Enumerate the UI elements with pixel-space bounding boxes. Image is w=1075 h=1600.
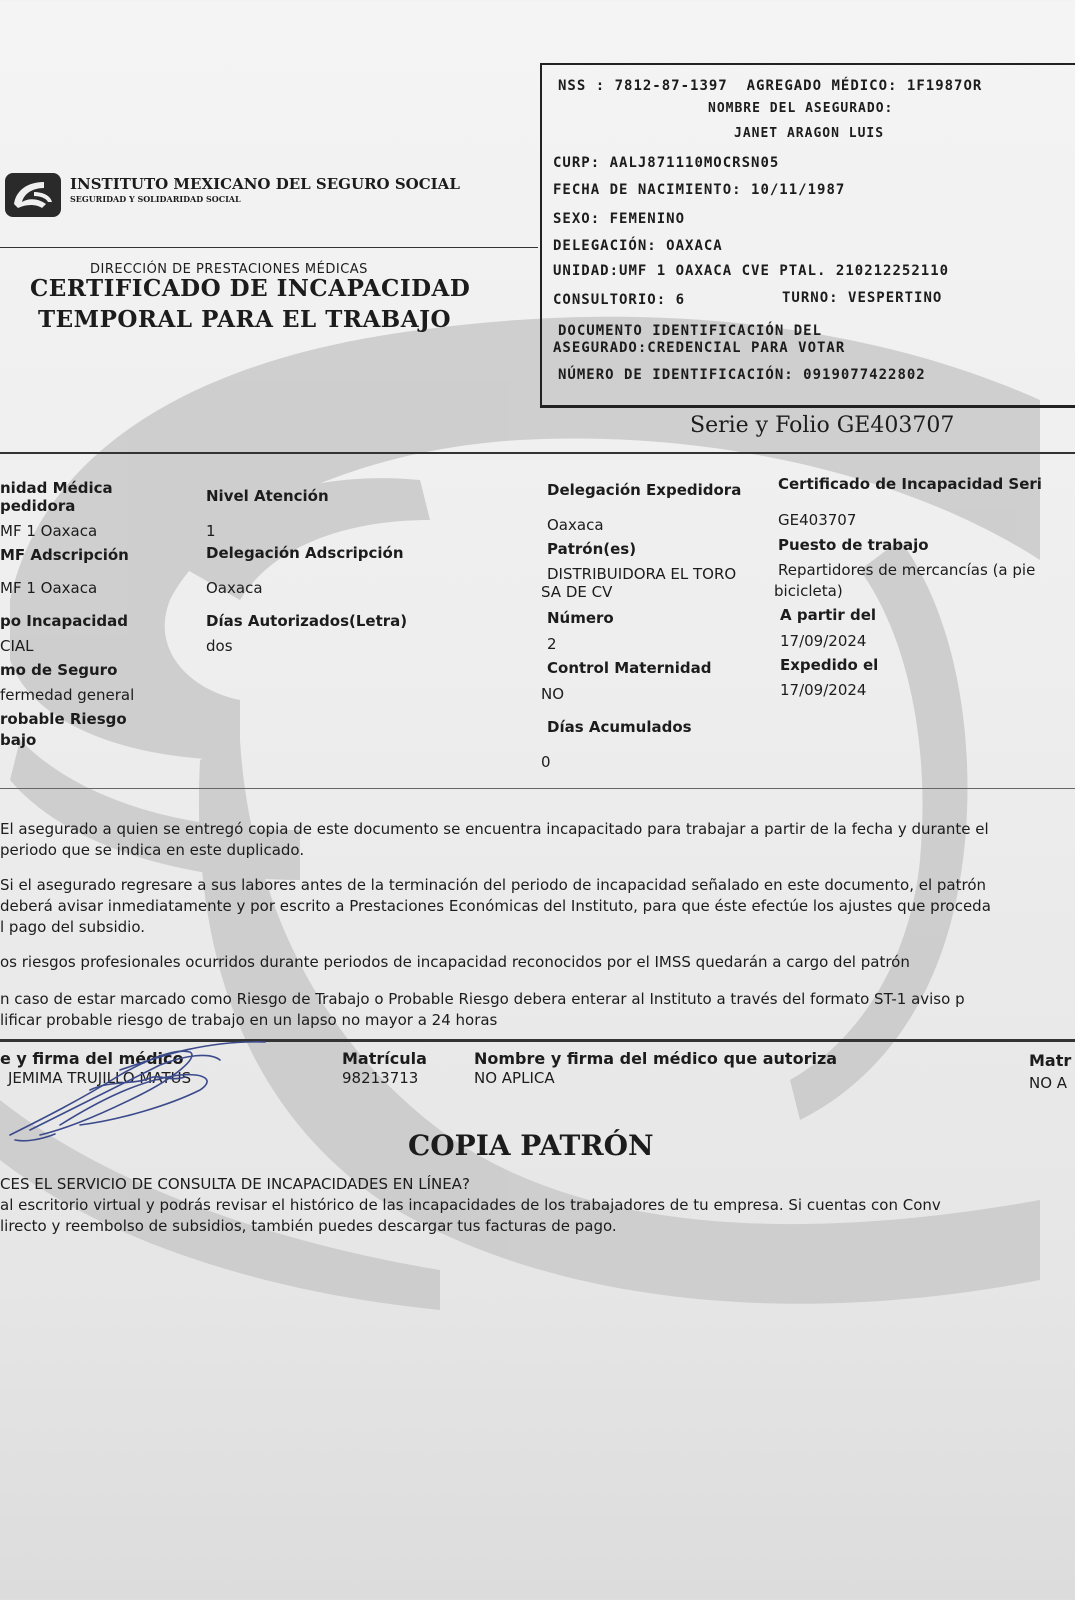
notice-paragraph-4-line-1: n caso de estar marcado como Riesgo de Trabajo o Probable Riesgo debera enterar al Instituto a través del formato ST-1 aviso p — [0, 990, 965, 1008]
imss-logo-icon — [4, 172, 62, 218]
consulta-line-2: lirecto y reembolso de subsidios, también puedes descargar tus facturas de pago. — [0, 1217, 617, 1235]
institute-subtitle: SEGURIDAD Y SOLIDARIDAD SOCIAL — [70, 194, 241, 204]
puesto-trabajo-value: Repartidores de mercancías (a pie — [778, 561, 1036, 579]
umf-adscripcion-label: MF Adscripción — [0, 546, 129, 564]
notice-paragraph-1-line-2: periodo que se indica en este duplicado. — [0, 841, 305, 859]
consultorio-label: CONSULTORIO: — [553, 292, 667, 308]
delegacion-expedidora-value: Oaxaca — [547, 516, 604, 534]
documento-line-2: ASEGURADO:CREDENCIAL PARA VOTAR — [553, 340, 846, 356]
delegacion-adscripcion-label: Delegación Adscripción — [206, 544, 404, 562]
delegacion-value: OAXACA — [666, 238, 723, 254]
notice-paragraph-1-line-1: El asegurado a quien se entregó copia de este documento se encuentra incapacitado para trabajar a partir de la fecha y durante el — [0, 820, 989, 838]
certificado-serie-label: Certificado de Incapacidad Seri — [778, 475, 1042, 493]
agregado-value: 1F1987OR — [906, 78, 983, 94]
unidad-medica-value: MF 1 Oaxaca — [0, 522, 98, 540]
nacimiento-line — [553, 182, 845, 198]
certificate-title-line-2: TEMPORAL PARA EL TRABAJO — [38, 306, 451, 333]
unidad-medica-label: nidad Médica — [0, 479, 113, 497]
unidad-value: UMF 1 OAXACA — [619, 263, 733, 279]
unidad-label: UNIDAD: — [553, 263, 620, 279]
delegacion-line — [553, 238, 723, 254]
certificate-title-line-1: CERTIFICADO DE INCAPACIDAD — [30, 275, 471, 302]
a-partir-label: A partir del — [780, 606, 877, 624]
consultorio-line — [553, 292, 685, 308]
agregado-label: AGREGADO MÉDICO: — [746, 78, 898, 94]
documento-line-1: DOCUMENTO IDENTIFICACIÓN DEL — [558, 323, 823, 339]
nivel-atencion-label: Nivel Atención — [206, 487, 329, 505]
nss-value: 7812-87-1397 — [614, 78, 728, 94]
identificacion-value: 0919077422802 — [803, 367, 926, 383]
patron-value: DISTRIBUIDORA EL TORO — [547, 565, 737, 583]
delegacion-expedidora-label: Delegación Expedidora — [547, 481, 742, 499]
notice-paragraph-2-line-1: Si el asegurado regresare a sus labores antes de la terminación del periodo de incapacidad señalado en este documento, el patrón — [0, 876, 987, 894]
medico-signature-label: e y firma del médico — [0, 1049, 184, 1068]
nss-line — [558, 78, 982, 94]
matricula-autoriza-label: Matr — [1029, 1051, 1072, 1070]
dias-acumulados-value: 0 — [541, 753, 551, 771]
ramo-seguro-label: mo de Seguro — [0, 661, 118, 679]
nacimiento-label: FECHA DE NACIMIENTO: — [553, 182, 742, 198]
consulta-question: CES EL SERVICIO DE CONSULTA DE INCAPACIDADES EN LÍNEA? — [0, 1175, 470, 1193]
delegacion-label: DELEGACIÓN: — [553, 238, 657, 254]
puesto-trabajo-value-2: bicicleta) — [774, 582, 843, 600]
grid-bottom-rule — [0, 788, 1075, 789]
expedido-label: Expedido el — [780, 656, 879, 674]
certificado-serie-value: GE403707 — [778, 511, 857, 529]
patron-label: Patrón(es) — [547, 540, 637, 558]
curp-value: AALJ871110MOCRSN05 — [609, 155, 780, 171]
numero-label: Número — [547, 609, 614, 627]
consulta-line-1: al escritorio virtual y podrás revisar el histórico de las incapacidades de los trabajadores de tu empresa. Si cuentas con Conv — [0, 1196, 941, 1214]
nivel-atencion-value: 1 — [206, 522, 216, 540]
patron-value-2: SA DE CV — [541, 583, 613, 601]
cve-label: CVE PTAL. — [741, 263, 827, 279]
identificacion-line — [558, 367, 926, 383]
header-rule — [0, 247, 538, 248]
matricula-autoriza-value: NO A — [1029, 1074, 1068, 1092]
nss-label: NSS : — [558, 78, 606, 94]
unidad-line — [553, 263, 949, 279]
institute-name: INSTITUTO MEXICANO DEL SEGURO SOCIAL — [70, 175, 460, 193]
nombre-value: JANET ARAGON LUIS — [734, 126, 885, 141]
control-maternidad-label: Control Maternidad — [547, 659, 712, 677]
sexo-line — [553, 211, 685, 227]
medico-autoriza-label: Nombre y firma del médico que autoriza — [474, 1049, 838, 1068]
handwritten-signature — [0, 1030, 280, 1150]
dias-autorizados-value: dos — [206, 637, 233, 655]
matricula-value: 98213713 — [342, 1069, 419, 1087]
grid-top-rule — [0, 452, 1075, 454]
turno-line — [782, 290, 942, 306]
consultorio-value: 6 — [675, 292, 686, 308]
umf-adscripcion-value: MF 1 Oaxaca — [0, 579, 98, 597]
tipo-incapacidad-value: CIAL — [0, 637, 34, 655]
a-partir-value: 17/09/2024 — [780, 632, 867, 650]
probable-riesgo-label: robable Riesgo — [0, 710, 127, 728]
medico-name: JEMIMA TRUJILLO MATUS — [8, 1069, 192, 1087]
dias-acumulados-label: Días Acumulados — [547, 718, 692, 736]
control-maternidad-value: NO — [541, 685, 565, 703]
probable-riesgo-label-2: bajo — [0, 731, 37, 749]
delegacion-adscripcion-value: Oaxaca — [206, 579, 263, 597]
numero-value: 2 — [547, 635, 557, 653]
serie-folio: Serie y Folio GE403707 — [690, 413, 955, 438]
puesto-trabajo-label: Puesto de trabajo — [778, 536, 929, 554]
nombre-label: NOMBRE DEL ASEGURADO: — [708, 101, 894, 116]
ramo-seguro-value: fermedad general — [0, 686, 135, 704]
turno-value: VESPERTINO — [848, 290, 943, 306]
unidad-medica-label-2: pedidora — [0, 497, 76, 515]
notice-paragraph-2-line-3: l pago del subsidio. — [0, 918, 145, 936]
notice-paragraph-3: os riesgos profesionales ocurridos durante periodos de incapacidad reconocidos por el IMSS quedarán a cargo del patrón — [0, 953, 910, 971]
tipo-incapacidad-label: po Incapacidad — [0, 612, 129, 630]
direction-label: DIRECCIÓN DE PRESTACIONES MÉDICAS — [90, 262, 368, 277]
dias-autorizados-label: Días Autorizados(Letra) — [206, 612, 408, 630]
cve-value: 210212252110 — [835, 263, 950, 279]
notice-paragraph-4-line-2: lificar probable riesgo de trabajo en un lapso no mayor a 24 horas — [0, 1011, 498, 1029]
matricula-label: Matrícula — [342, 1049, 427, 1068]
notice-paragraph-2-line-2: deberá avisar inmediatamente y por escrito a Prestaciones Económicas del Instituto, para que éste efectúe los ajustes que proceda — [0, 897, 991, 915]
turno-label: TURNO: — [782, 290, 839, 306]
sexo-label: SEXO: — [553, 211, 601, 227]
curp-line — [553, 155, 779, 171]
copia-patron-title: COPIA PATRÓN — [408, 1129, 654, 1162]
identificacion-label: NÚMERO DE IDENTIFICACIÓN: — [558, 367, 794, 383]
curp-label: CURP: — [553, 155, 601, 171]
nacimiento-value: 10/11/1987 — [751, 182, 846, 198]
sexo-value: FEMENINO — [609, 211, 686, 227]
expedido-value: 17/09/2024 — [780, 681, 867, 699]
medico-autoriza-value: NO APLICA — [474, 1069, 555, 1087]
